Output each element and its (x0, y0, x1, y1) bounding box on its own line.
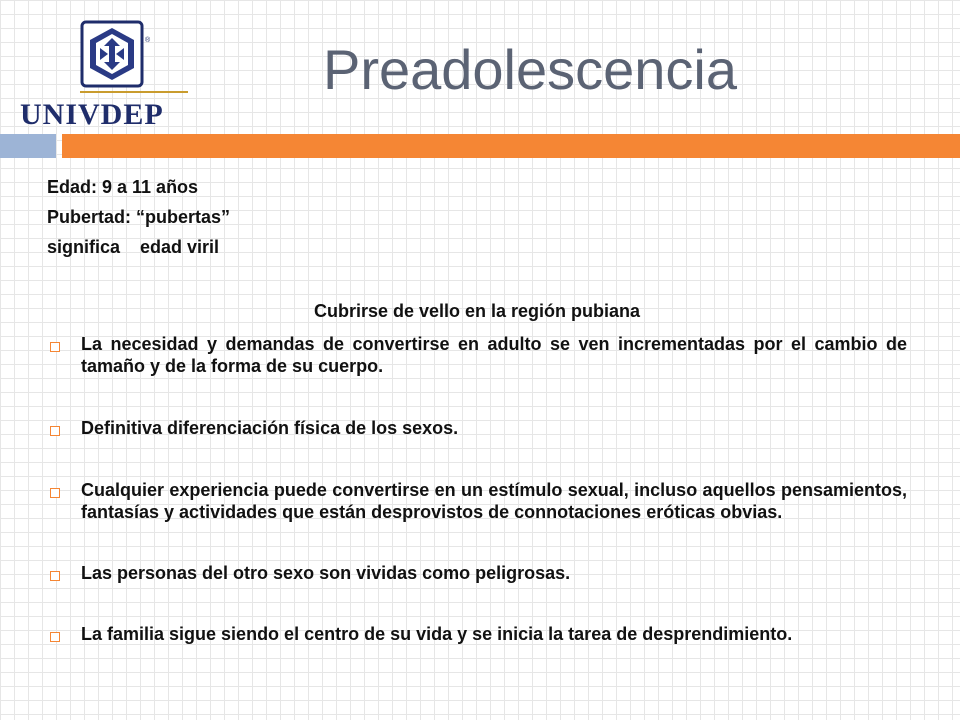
bullet-text: La familia sigue siendo el centro de su vida y se inicia la tarea de desprendimiento. (81, 624, 793, 644)
intro-line-meaning: significa edad viril (47, 237, 220, 257)
intro-block (47, 172, 230, 262)
bullet-item (47, 333, 907, 377)
bullet-list (47, 333, 907, 645)
bullet-item (47, 479, 907, 523)
section-subheading: Cubrirse de vello en la región pubiana (313, 301, 641, 321)
svg-text:®: ® (145, 37, 151, 44)
intro-line-puberty: Pubertad: “pubertas” (47, 207, 231, 227)
accent-bar-blue (0, 134, 56, 158)
square-bullet-icon (50, 488, 60, 498)
square-bullet-icon (50, 342, 60, 352)
slide-title: Preadolescencia (322, 38, 738, 101)
square-bullet-icon (50, 571, 60, 581)
accent-bar-orange (62, 134, 960, 158)
bullet-item (47, 562, 907, 584)
univdep-logo-graphic (8, 12, 198, 130)
square-bullet-icon (50, 426, 60, 436)
logo-wordmark: UNIVDEP (20, 98, 164, 130)
square-bullet-icon (50, 632, 60, 642)
bullet-text: Las personas del otro sexo son vividas como peligrosas. (81, 563, 571, 583)
bullet-item (47, 417, 907, 439)
bullet-text: Definitiva diferenciación física de los sexos. (81, 418, 459, 438)
bullet-text: La necesidad y demandas de convertirse en adulto se ven incrementadas por el cambio de tamaño y de la forma de su cuerpo. (81, 334, 907, 376)
intro-line-age: Edad: 9 a 11 años (47, 177, 199, 197)
bullet-text: Cualquier experiencia puede convertirse en un estímulo sexual, incluso aquellos pensamientos, fantasías y actividades que están desprovistos de connotaciones eróticas obvias. (81, 480, 907, 522)
univdep-emblem-icon (82, 22, 151, 86)
bullet-item (47, 623, 907, 645)
univdep-logo (8, 12, 198, 130)
